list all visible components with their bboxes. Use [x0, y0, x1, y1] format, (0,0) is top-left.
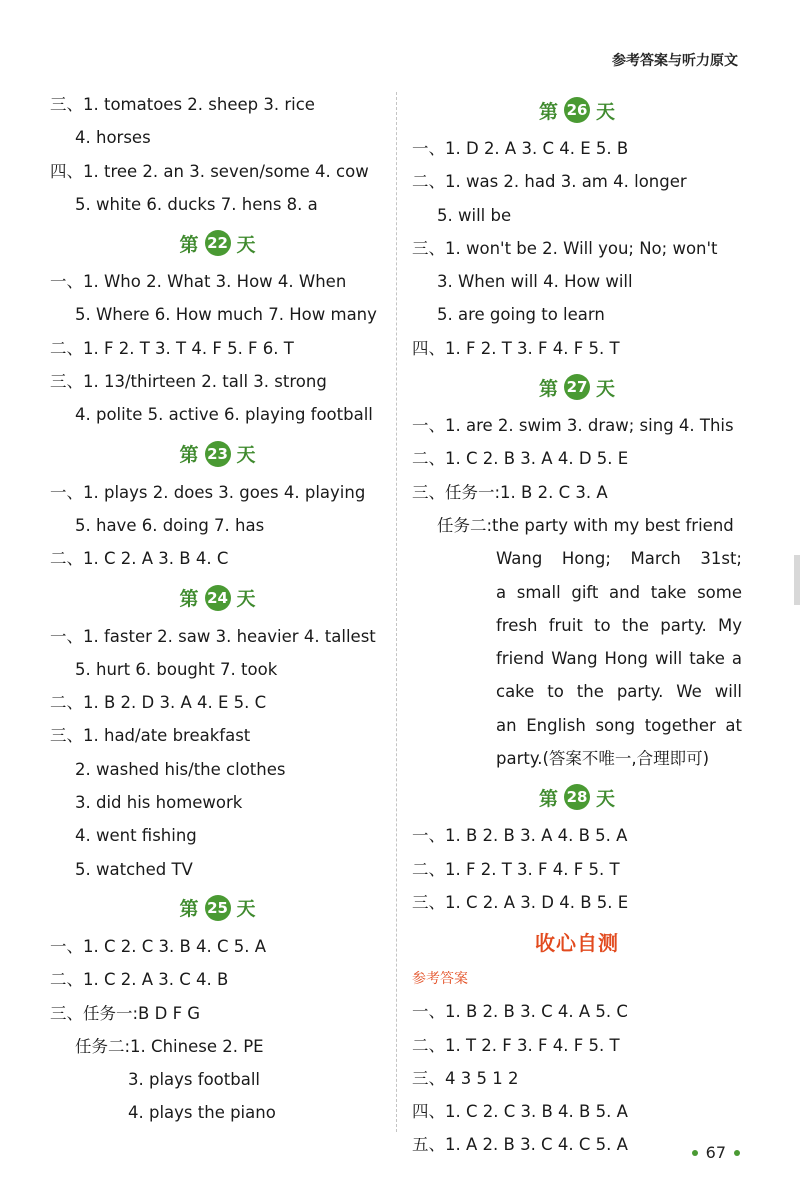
day-prefix: 第 [538, 377, 558, 400]
day-suffix: 天 [596, 100, 616, 123]
day-prefix: 第 [538, 787, 558, 810]
column-divider [396, 92, 397, 1132]
answer-line: 5. will be [437, 205, 512, 225]
bullet-dot-icon [734, 1150, 740, 1156]
answer-line: 一、1. B 2. B 3. C 4. A 5. C [412, 1002, 628, 1022]
answer-line: friend Wang Hong will take a [496, 649, 742, 669]
answer-line: 二、1. C 2. B 3. A 4. D 5. E [412, 449, 629, 469]
answer-line: 4. went fishing [75, 826, 197, 846]
answer-line: Wang Hong; March 31st; [496, 549, 742, 569]
day-heading-23 [50, 432, 385, 476]
day-heading-26 [412, 88, 742, 132]
answer-line: 一、1. B 2. B 3. A 4. B 5. A [412, 826, 628, 846]
bullet-dot-icon [692, 1150, 698, 1156]
answer-line: 三、1. tomatoes 2. sheep 3. rice [50, 95, 315, 114]
answer-line: 三、1. won't be 2. Will you; No; won't [412, 238, 718, 258]
subheading: 参考答案 [412, 971, 468, 988]
answer-line: 二、1. was 2. had 3. am 4. longer [412, 172, 687, 192]
answer-line: 5. white 6. ducks 7. hens 8. a [75, 194, 318, 214]
answer-line: 三、任务一:B D F G [50, 1003, 201, 1023]
page-number-text: 67 [705, 1143, 726, 1162]
answer-line: a small gift and take some [496, 582, 742, 602]
day-heading-25 [50, 886, 385, 930]
answer-line: 二、1. B 2. D 3. A 4. E 5. C [50, 693, 267, 713]
section-title: 收心自测 [535, 930, 619, 955]
answer-line: 二、1. T 2. F 3. F 4. F 5. T [412, 1035, 620, 1055]
answer-line: 三、任务一:1. B 2. C 3. A [412, 482, 608, 502]
answer-line: 一、1. D 2. A 3. C 4. E 5. B [412, 139, 629, 158]
day-prefix: 第 [179, 588, 199, 611]
day-number-badge: 28 [564, 784, 590, 810]
day-suffix: 天 [596, 377, 616, 400]
answer-line: an English song together at [496, 715, 742, 735]
day-number-badge: 27 [564, 374, 590, 400]
answer-line: 三、1. C 2. A 3. D 4. B 5. E [412, 892, 629, 912]
answer-line: party.(答案不唯一,合理即可) [496, 749, 710, 769]
answer-line: 4. polite 5. active 6. playing football [75, 405, 373, 425]
day-number-badge: 24 [205, 585, 231, 611]
answer-line: 三、1. 13/thirteen 2. tall 3. strong [50, 372, 327, 392]
day-heading-22 [50, 221, 385, 265]
answer-line: 5. have 6. doing 7. has [75, 515, 265, 535]
day-suffix: 天 [236, 444, 256, 467]
answer-line: fresh fruit to the party. My [496, 615, 742, 635]
answer-line: 二、1. C 2. A 3. C 4. B [50, 970, 229, 990]
answer-line: 3. plays football [128, 1070, 260, 1090]
answer-line: 3. When will 4. How will [437, 272, 633, 292]
page-edge-mark [794, 555, 800, 605]
answer-line: 二、1. C 2. A 3. B 4. C [50, 549, 229, 569]
answer-line: 一、1. C 2. C 3. B 4. C 5. A [50, 936, 267, 956]
day-number-badge: 26 [564, 97, 590, 123]
answer-line: 一、1. Who 2. What 3. How 4. When [50, 272, 347, 292]
answer-line: cake to the party. We will [496, 682, 742, 702]
answer-line: 5. watched TV [75, 859, 193, 879]
day-number-badge: 25 [205, 895, 231, 921]
day-suffix: 天 [596, 787, 616, 810]
page-header: 参考答案与听力原文 [612, 53, 738, 69]
day-suffix: 天 [236, 233, 256, 256]
left-column [50, 88, 385, 1130]
day-heading-24 [50, 576, 385, 620]
day-prefix: 第 [179, 444, 199, 467]
answer-line: 三、4 3 5 1 2 [412, 1068, 519, 1088]
day-number-badge: 23 [205, 441, 231, 467]
answer-line: 3. did his homework [75, 793, 243, 813]
answer-line: 2. washed his/the clothes [75, 759, 286, 779]
day-suffix: 天 [236, 898, 256, 921]
answer-line: 四、1. F 2. T 3. F 4. F 5. T [412, 338, 620, 358]
answer-line: 四、1. tree 2. an 3. seven/some 4. cow [50, 161, 369, 181]
answer-line: 四、1. C 2. C 3. B 4. B 5. A [412, 1102, 628, 1122]
page-number [692, 1143, 740, 1162]
answer-line: 任务二:the party with my best friend [437, 515, 734, 535]
answer-line: 二、1. F 2. T 3. T 4. F 5. F 6. T [50, 338, 294, 358]
answer-line: 三、1. had/ate breakfast [50, 726, 251, 746]
answer-line: 一、1. are 2. swim 3. draw; sing 4. This [412, 416, 734, 436]
answer-line: 任务二:1. Chinese 2. PE [75, 1036, 264, 1056]
answer-line: 一、1. plays 2. does 3. goes 4. playing [50, 482, 366, 502]
day-number-badge: 22 [205, 230, 231, 256]
answer-line: 一、1. faster 2. saw 3. heavier 4. tallest [50, 626, 376, 646]
day-heading-27 [412, 365, 742, 409]
answer-line: 二、1. F 2. T 3. F 4. F 5. T [412, 859, 620, 879]
right-column [412, 88, 742, 1162]
answer-line: 五、1. A 2. B 3. C 4. C 5. A [412, 1135, 628, 1155]
day-prefix: 第 [538, 100, 558, 123]
answer-line: 5. are going to learn [437, 305, 605, 325]
day-heading-28 [412, 775, 742, 819]
answer-line: 4. plays the piano [128, 1103, 276, 1123]
day-prefix: 第 [179, 233, 199, 256]
day-prefix: 第 [179, 898, 199, 921]
answer-line: 5. Where 6. How much 7. How many [75, 305, 377, 325]
day-suffix: 天 [236, 588, 256, 611]
answer-line: 5. hurt 6. bought 7. took [75, 659, 278, 679]
answer-line: 4. horses [75, 128, 151, 148]
